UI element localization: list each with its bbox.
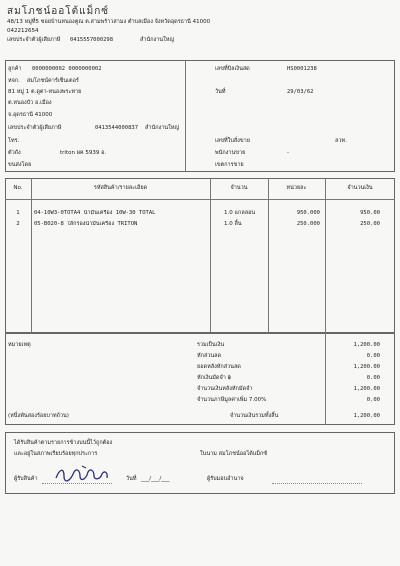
summary-label-deposit: หักเงินมัดจำ ฿ bbox=[197, 375, 232, 381]
customer-name-value: สมโภชน์คาร์เซ็นเตอร์ bbox=[27, 78, 79, 84]
summary-label-vat: จำนวนภาษีมูลค่าเพิ่ม 7.00% bbox=[197, 397, 267, 403]
row-qty: 1.0 แกลลอน bbox=[224, 210, 256, 216]
receive-date-blank: ___/___/___ bbox=[141, 476, 170, 482]
company-address: 48/13 หมู่ที่5 ซอยบ้านหนองคูณ ต.สามพร้าวสามง ตำบลเมือง จังหวัดอุดรธานี 41000 bbox=[7, 19, 211, 25]
salesman-label: พนักงานขาย bbox=[215, 150, 246, 156]
summary-value-subtotal: 1,200.00 bbox=[353, 342, 380, 348]
credit-label: ลวท. bbox=[335, 138, 347, 144]
on-behalf-text: ในนาม สมโภชน์ออโต้แม็กซ์ bbox=[200, 451, 268, 457]
customer-tax-value: 0413544000837 bbox=[95, 125, 139, 131]
salesman-value: - bbox=[287, 150, 289, 156]
customer-address-1: 81 หมู่ 1 ต.ดูตา-หนองพระทาย bbox=[8, 89, 82, 95]
receive-date-label: วันที่ bbox=[126, 476, 137, 482]
summary-label-total: จำนวนเงินรวมทั้งสิ้น bbox=[230, 413, 279, 419]
col-header-description: รหัสสินค้า/รายละเอียด bbox=[93, 185, 148, 191]
summary-value-after-deposit: 1,200.00 bbox=[353, 386, 380, 392]
row-amount: 950.00 bbox=[360, 210, 380, 216]
summary-value-discount: 0.00 bbox=[366, 353, 380, 359]
customer-phone-label: โทร. bbox=[8, 138, 20, 144]
customer-code-value: 0000000002 0000000002 bbox=[32, 66, 102, 72]
customer-address-2: ต.หนองบัว อ.เมือง bbox=[8, 100, 52, 106]
customer-vehicle-label: ตัวถัง bbox=[8, 150, 21, 156]
items-table bbox=[5, 178, 395, 333]
doc-number-label: เลขที่บิลเงินสด bbox=[215, 66, 250, 72]
customer-name-label: หจก. bbox=[8, 78, 20, 84]
received-statement-1: ได้รับสินค้าตามรายการข้างบนนี้ไว้ถูกต้อง bbox=[14, 440, 113, 446]
company-name: สมโภชน์ออโต้แม็กซ์ bbox=[7, 6, 110, 17]
summary-label-subtotal: รวมเป็นเงิน bbox=[197, 342, 225, 348]
row-unit-price: 250.000 bbox=[296, 221, 320, 227]
company-phone: 042212654 bbox=[7, 28, 39, 34]
col-header-amount: จำนวนเงิน bbox=[347, 185, 373, 191]
customer-address-3: จ.อุดรธานี 41000 bbox=[8, 112, 53, 118]
order-number-label: เลขที่ใบสั่งขาย bbox=[215, 138, 250, 144]
customer-vehicle-value: triton ผค 5939 อ. bbox=[60, 150, 107, 156]
summary-label-discount: หักส่วนลด bbox=[197, 353, 222, 359]
row-amount: 250.00 bbox=[360, 221, 380, 227]
row-no: 2 bbox=[16, 221, 20, 227]
doc-date-label: วันที่ bbox=[215, 89, 226, 95]
col-header-unit-price: หน่วยละ bbox=[286, 185, 307, 191]
row-description: 05-B020-8 ใส้กรองน้ำมันเครื่อง TRITON bbox=[34, 221, 138, 227]
summary-value-total: 1,200.00 bbox=[353, 413, 380, 419]
summary-value-vat: 0.00 bbox=[366, 397, 380, 403]
row-no: 1 bbox=[16, 210, 20, 216]
receiver-signature bbox=[52, 464, 112, 486]
customer-tax-branch: สำนักงานใหญ่ bbox=[145, 125, 180, 131]
row-description: 04-10W3-0TOTA4 น้ำมันเครื่อง 10W-30 TOTAL bbox=[34, 210, 156, 216]
customer-code-label: ลูกค้า bbox=[8, 66, 22, 72]
doc-number-value: HS0001238 bbox=[287, 66, 317, 72]
summary-label-after-discount: ยอดหลังหักส่วนลด bbox=[197, 364, 241, 370]
company-tax-id: 0415557000298 bbox=[70, 37, 114, 43]
amount-in-words: (หนึ่งพันสองร้อยบาทถ้วน) bbox=[8, 413, 69, 419]
doc-date-value: 29/03/62 bbox=[287, 89, 314, 95]
remark-label: หมายเหตุ bbox=[8, 342, 31, 348]
company-tax-id-label: เลขประจำตัวผู้เสียภาษี bbox=[7, 37, 61, 43]
authorizer-label: ผู้รับมอบอำนาจ bbox=[207, 476, 244, 482]
company-branch: สำนักงานใหญ่ bbox=[140, 37, 175, 43]
summary-value-deposit: 0.00 bbox=[366, 375, 380, 381]
customer-transport-label: ขนส่งโดย bbox=[8, 162, 32, 168]
row-qty: 1.0 ลิ้น bbox=[224, 221, 242, 227]
col-header-no: No. bbox=[13, 185, 23, 191]
summary-label-after-deposit: จำนวนเงินหลังหักมัดจำ bbox=[197, 386, 253, 392]
row-unit-price: 950.000 bbox=[296, 210, 320, 216]
customer-tax-label: เลขประจำตัวผู้เสียภาษี bbox=[8, 125, 62, 131]
receiver-label: ผู้รับสินค้า bbox=[14, 476, 38, 482]
summary-value-after-discount: 1,200.00 bbox=[353, 364, 380, 370]
col-header-qty: จำนวน bbox=[230, 185, 248, 191]
sales-area-label: เขตการขาย bbox=[215, 162, 244, 168]
received-statement-2: และอยู่ในสภาพเรียบร้อยทุกประการ bbox=[14, 451, 98, 457]
